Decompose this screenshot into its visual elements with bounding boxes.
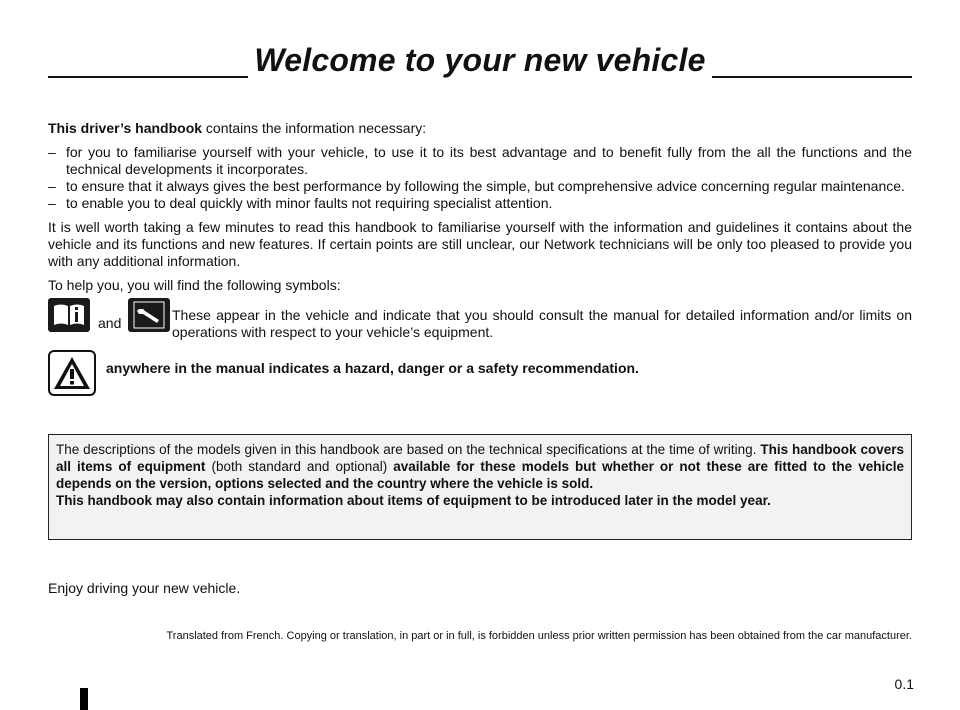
wrench-icon [128, 298, 170, 332]
intro-bold: This driver’s handbook [48, 120, 203, 136]
and-label: and [98, 315, 122, 331]
notice-text-4: available for these models but whether or not these are fitted to the vehicle depends on the version, options selected and the country where the vehicle is sold. [56, 459, 904, 491]
purpose-list [48, 144, 912, 212]
corner-marker [80, 688, 88, 710]
manual-symbols-row [48, 298, 912, 346]
notice-text-2: This handbook covers all items of equipment [56, 442, 905, 474]
notice-text-5: This handbook may also contain information about items of equipment to be introduced later in the model year. [56, 493, 771, 508]
list-item: – to enable you to deal quickly with minor faults not requiring specialist attention. [48, 195, 912, 212]
manual-book-icon [48, 298, 90, 332]
manual-symbol-text: These appear in the vehicle and indicate that you should consult the manual for detailed information and/or limits on operations with respect to your vehicle’s equipment. [172, 307, 912, 340]
specification-notice-box [48, 434, 912, 540]
main-content [48, 120, 912, 408]
warning-row [48, 350, 912, 408]
warning-text: anywhere in the manual indicates a hazard, danger or a safety recommendation. [106, 360, 639, 376]
closing-text: Enjoy driving your new vehicle. [48, 580, 241, 596]
list-item: – for you to familiarise yourself with your vehicle, to use it to its best advantage and to benefit fully from the all the functions and the technical developments it incorporates. [48, 144, 912, 178]
intro-rest: contains the information necessary: [202, 120, 427, 136]
page-title: Welcome to your new vehicle [248, 42, 711, 78]
intro-paragraph [48, 120, 912, 137]
list-item: – to ensure that it always gives the best performance by following the simple, but comprehensive advice concerning regular maintenance. [48, 178, 912, 195]
page-number: 0.1 [894, 676, 914, 692]
symbols-intro: To help you, you will find the following symbols: [48, 277, 341, 293]
notice-text-3: (both standard and optional) [205, 459, 394, 474]
copyright-footnote: Translated from French. Copying or translation, in part or in full, is forbidden unless prior written permission has been obtained from the car manufacturer. [166, 630, 912, 642]
info-paragraph: It is well worth taking a few minutes to read this handbook to familiarise yourself with the information and guidelines it contains about the vehicle and its functions and new features. If certain points are still unclear, our Network technicians will be only too pleased to provide you with any additional information. [48, 219, 912, 269]
notice-text-1: The descriptions of the models given in this handbook are based on the technical specifications at the time of writing. [56, 442, 761, 457]
warning-triangle-icon [48, 350, 96, 396]
page-title-block [48, 44, 912, 80]
